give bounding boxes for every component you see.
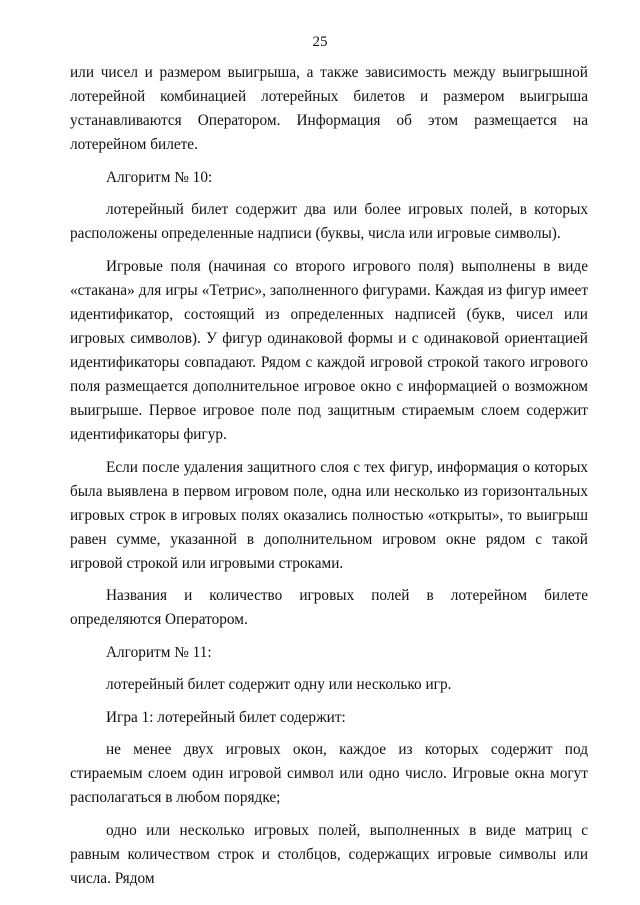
document-body	[70, 61, 588, 899]
paragraph-continuation: или чисел и размером выигрыша, а также зависимость между выигрышной лотерейной комбинацией лотерейных билетов и размером выигрыша устанавливаются Оператором. Информация об этом размещается на лотерейном билете.	[70, 64, 588, 154]
algorithm-10-heading: Алгоритм № 10:	[106, 168, 213, 186]
paragraph-field-names: Названия и количество игровых полей в лотерейном билете определяются Оператором.	[70, 587, 588, 629]
paragraph-win-condition: Если после удаления защитного слоя с тех фигур, информация о которых была выявлена в первом игровом поле, одна или несколько из горизонтальных игровых строк в игровых полях оказались полностью «открыты», то выигрыш равен сумме, указанной в дополнительном игровом окне рядом с такой игровой строкой или игровыми строками.	[70, 458, 588, 572]
page-number: 25	[312, 34, 328, 50]
paragraph-game-windows: не менее двух игровых окон, каждое из которых содержит под стираемым слоем один игровой символ или одно число. Игровые окна могут располагаться в любом порядке;	[70, 741, 588, 807]
paragraph-algorithm-10-intro: лотерейный билет содержит два или более игровых полей, в которых расположены определенные надписи (буквы, числа или игровые символы).	[70, 201, 588, 243]
paragraph-game-1-heading: Игра 1: лотерейный билет содержит:	[106, 708, 346, 726]
paragraph-algorithm-11-intro: лотерейный билет содержит одну или несколько игр.	[106, 676, 452, 694]
algorithm-11-heading: Алгоритм № 11:	[106, 643, 212, 661]
paragraph-game-fields-tetris: Игровые поля (начиная со второго игрового поля) выполнены в виде «стакана» для игры «Тетрис», заполненного фигурами. Каждая из фигур имеет идентификатор, состоящий из определенных надписей (букв, чисел или игровых символов). У фигур одинаковой формы и с одинаковой ориентацией идентификаторы совпадают. Рядом с каждой игровой строкой такого игрового поля размещается дополнительное игровое окно с информацией о возможном выигрыше. Первое игровое поле под защитным стираемым слоем содержит идентификаторы фигур.	[70, 257, 588, 444]
paragraph-game-matrices: одно или несколько игровых полей, выполненных в виде матриц с равным количеством строк и столбцов, содержащих игровые символы или числа. Рядом	[70, 821, 588, 887]
